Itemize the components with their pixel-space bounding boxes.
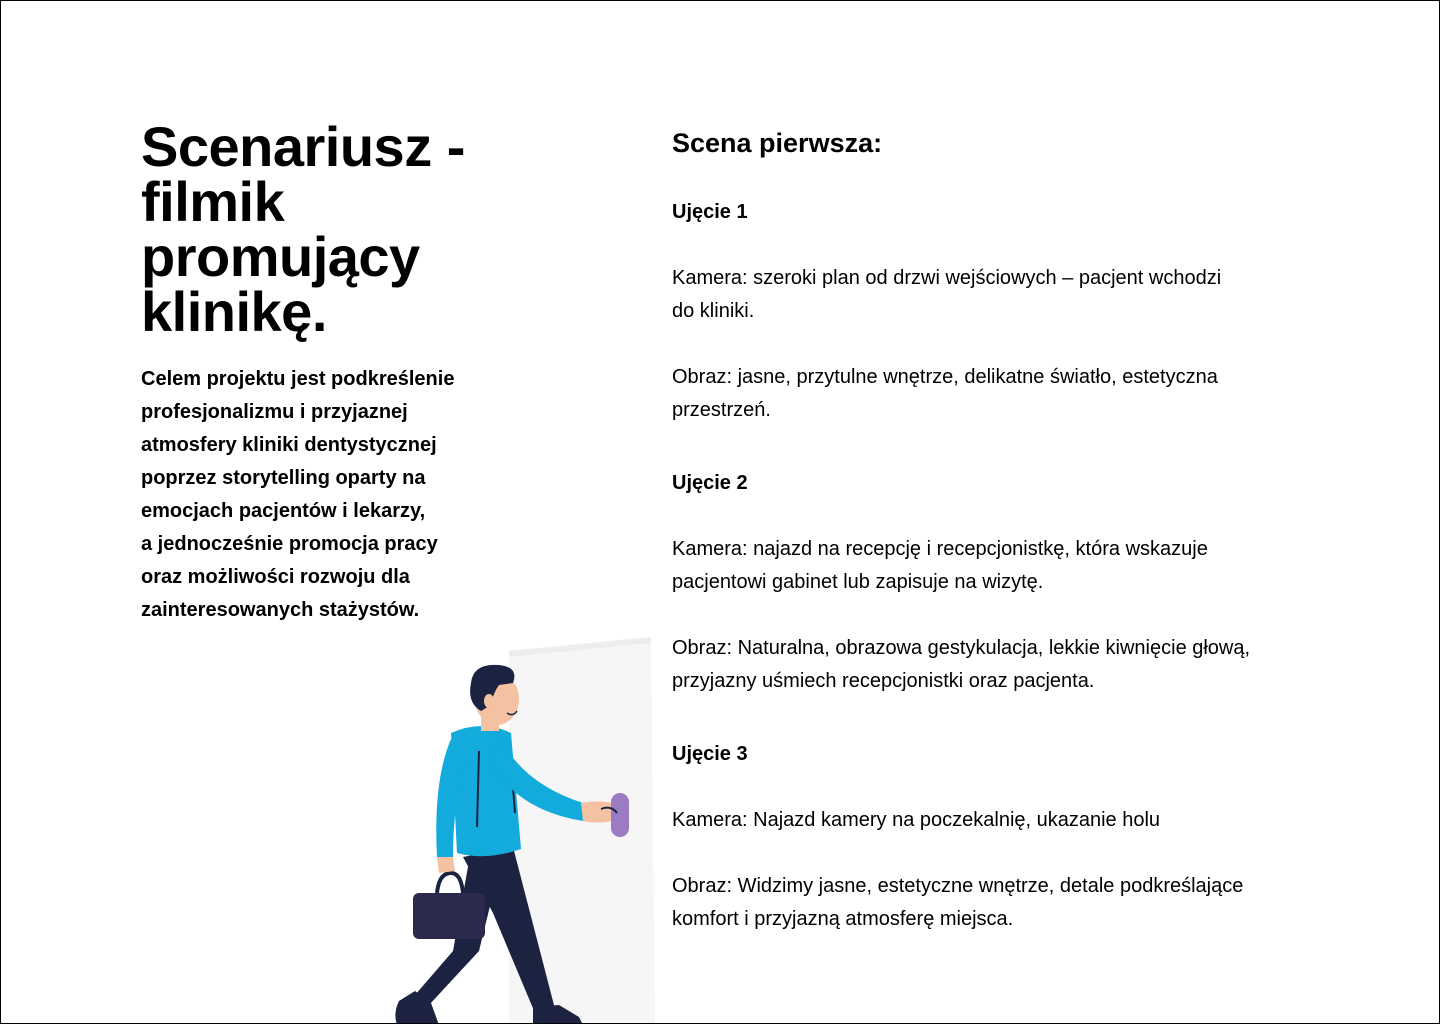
shot-1-image: Obraz: jasne, przytulne wnętrze, delikatne światło, estetyczna przestrzeń. <box>672 366 1218 421</box>
shot-3-image: Obraz: Widzimy jasne, estetyczne wnętrze, detale podkreślające komfort i przyjazną atmosferę miejsca. <box>672 875 1244 930</box>
torso <box>451 726 521 856</box>
scene-title: Scena pierwsza: <box>672 128 883 158</box>
shot-3-heading: Ujęcie 3 <box>672 743 748 765</box>
shot-2-camera: Kamera: najazd na recepcję i recepcjonistkę, która wskazuje pacjentowi gabinet lub zapisuje na wizytę. <box>672 538 1208 593</box>
shot-1-heading: Ujęcie 1 <box>672 201 748 223</box>
shot-2-image: Obraz: Naturalna, obrazowa gestykulacja, lekkie kiwnięcie głową, przyjazny uśmiech recepcjonistki oraz pacjenta. <box>672 637 1251 692</box>
shot-3-camera: Kamera: Najazd kamery na poczekalnię, ukazanie holu <box>672 809 1161 831</box>
scene-script <box>672 123 1332 936</box>
shot-2-heading: Ujęcie 2 <box>672 472 748 494</box>
man-opening-door-icon <box>381 621 671 1024</box>
bag <box>413 893 485 939</box>
door-handle <box>611 793 629 837</box>
shot-1-camera: Kamera: szeroki plan od drzwi wejściowych – pacjent wchodzi do kliniki. <box>672 267 1222 322</box>
page-title: Scenariusz - filmik promujący klinikę. <box>141 115 465 343</box>
intro-paragraph: Celem projektu jest podkreślenie profesjonalizmu i przyjaznej atmosfery kliniki dentystycznej poprzez storytelling oparty na emocjach pacjentów i lekarzy, a jednocześnie promocja pracy oraz możliwości rozwoju dla zainteresowanych stażystów. <box>141 368 455 621</box>
